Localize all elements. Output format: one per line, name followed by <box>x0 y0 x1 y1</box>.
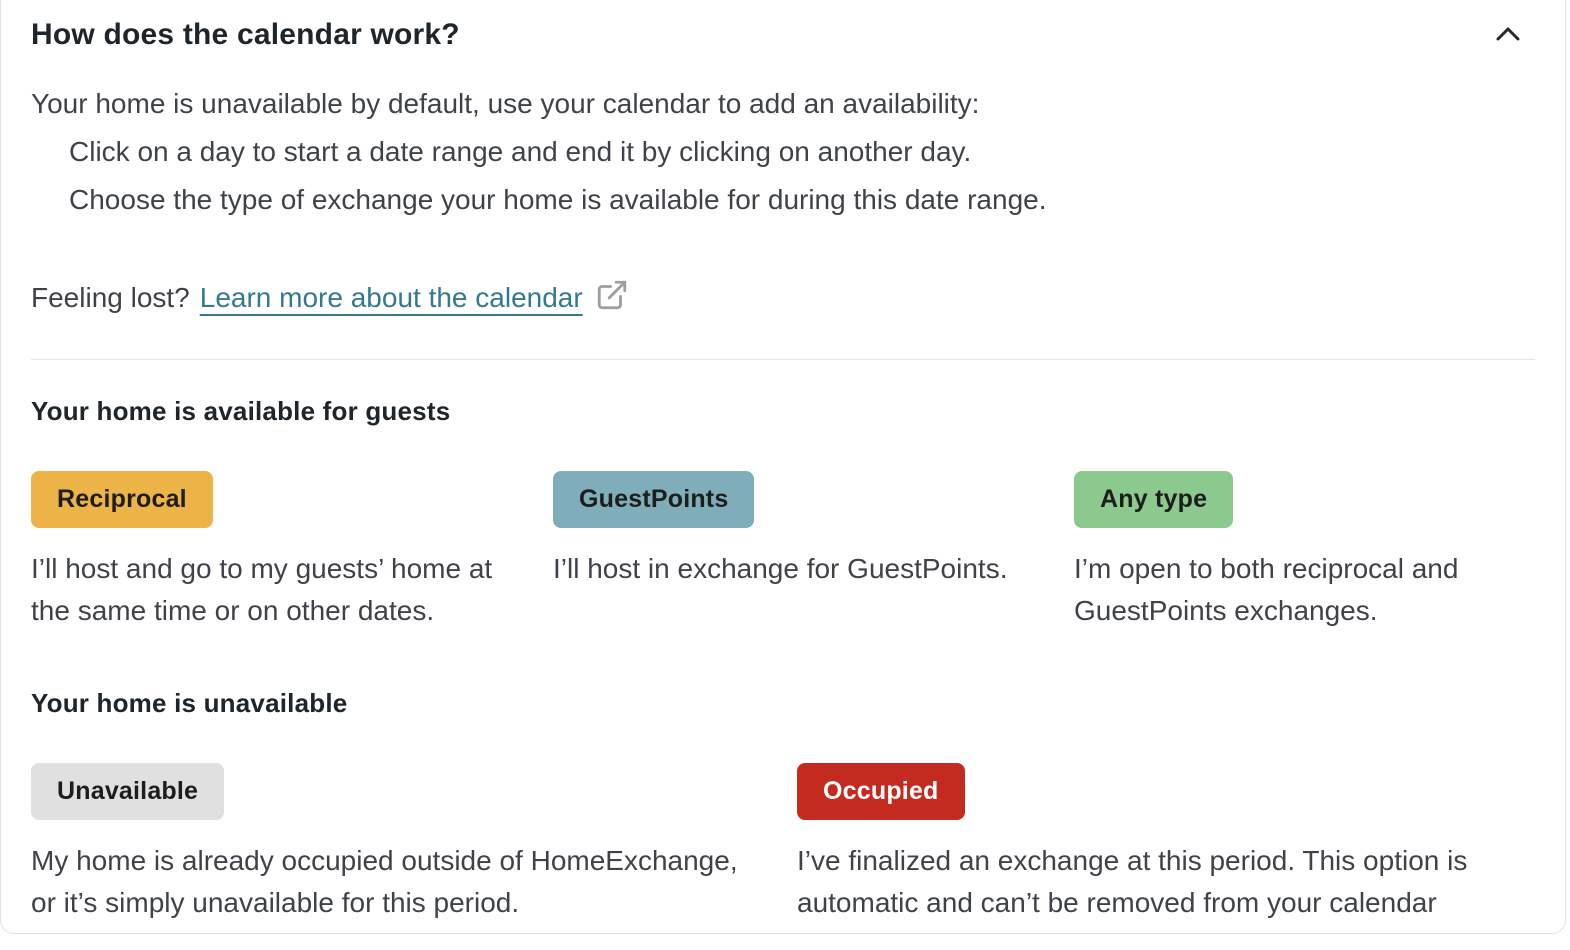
help-prefix: Feeling lost? <box>31 281 190 313</box>
type-card-unavailable <box>31 763 797 924</box>
type-description: I’ve finalized an exchange at this period. This option is automatic and can’t be removed from your calendar <box>797 845 1468 918</box>
type-card-occupied <box>797 763 1535 924</box>
anytype-badge: Any type <box>1074 471 1233 528</box>
guestpoints-badge: GuestPoints <box>553 471 754 528</box>
type-description: I’ll host and go to my guests’ home at the same time or on other dates. <box>31 553 493 626</box>
step-line: Click on a day to start a date range and end it by clicking on another day. <box>69 136 972 167</box>
unavailable-badge: Unavailable <box>31 763 224 820</box>
type-card-guestpoints <box>553 471 1074 632</box>
occupied-badge: Occupied <box>797 763 965 820</box>
collapse-button[interactable] <box>1491 22 1525 46</box>
steps-list <box>69 128 1535 224</box>
step-line: Choose the type of exchange your home is available for during this date range. <box>69 184 1047 215</box>
type-description: I’m open to both reciprocal and GuestPoints exchanges. <box>1074 553 1459 626</box>
type-card-reciprocal <box>31 471 553 632</box>
help-line <box>31 276 1535 319</box>
chevron-up-icon <box>1495 30 1521 45</box>
section-heading-unavailable: Your home is unavailable <box>31 688 348 718</box>
section-divider <box>31 359 1535 360</box>
available-types-row <box>31 471 1535 632</box>
learn-more-link[interactable]: Learn more about the calendar <box>199 281 583 313</box>
type-description: I’ll host in exchange for GuestPoints. <box>553 553 1008 584</box>
section-heading-available: Your home is available for guests <box>31 396 451 426</box>
external-link-icon <box>595 278 629 319</box>
type-card-anytype <box>1074 471 1535 632</box>
intro-text: Your home is unavailable by default, use your calendar to add an availability: <box>31 88 980 119</box>
type-description: My home is already occupied outside of HomeExchange, or it’s simply unavailable for this period. <box>31 845 738 918</box>
reciprocal-badge: Reciprocal <box>31 471 213 528</box>
unavailable-types-row <box>31 763 1535 924</box>
panel-title: How does the calendar work? <box>31 18 460 51</box>
panel-header <box>31 0 1535 52</box>
